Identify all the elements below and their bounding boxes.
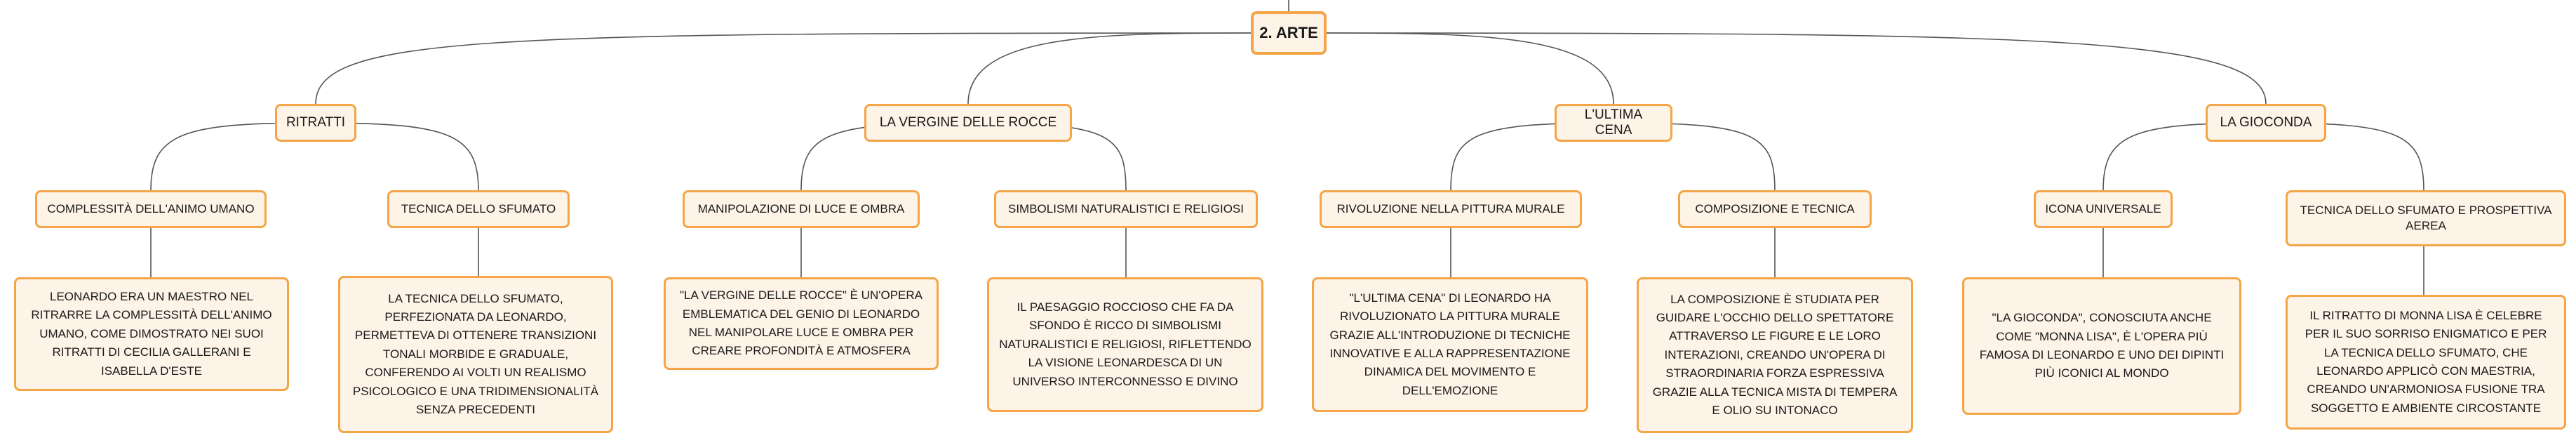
topic-vergine-delle-rocce[interactable]: LA VERGINE DELLE ROCCE bbox=[864, 104, 1072, 142]
topic-gioconda[interactable]: LA GIOCONDA bbox=[2206, 104, 2326, 142]
subtopic-pittura-murale[interactable]: RIVOLUZIONE NELLA PITTURA MURALE bbox=[1320, 190, 1582, 228]
detail-tecnica-sfumato[interactable]: LA TECNICA DELLO SFUMATO, PERFEZIONATA DA LEONARDO, PERMETTEVA DI OTTENERE TRANSIZIONI TONALI MORBIDE E GRADUALE, CONFERENDO AI VOLTI UN REALISMO PSICOLOGICO E UNA TRIDIMENSIONALITÀ SENZA PRECEDENTI bbox=[338, 276, 613, 433]
subtopic-composizione-tecnica[interactable]: COMPOSIZIONE E TECNICA bbox=[1678, 190, 1872, 228]
subtopic-icona-universale[interactable]: ICONA UNIVERSALE bbox=[2034, 190, 2173, 228]
subtopic-luce-ombra[interactable]: MANIPOLAZIONE DI LUCE E OMBRA bbox=[683, 190, 920, 228]
topic-ultima-cena[interactable]: L'ULTIMA CENA bbox=[1555, 104, 1672, 142]
detail-sfumato-prospettiva[interactable]: IL RITRATTO DI MONNA LISA È CELEBRE PER IL SUO SORRISO ENIGMATICO E PER LA TECNICA DELLO SFUMATO, CHE LEONARDO APPLICÒ CON MAESTRIA, CREANDO UN'ARMONIOSA FUSIONE TRA SOGGETTO E AMBIENTE CIRCOSTANTE bbox=[2286, 295, 2566, 430]
detail-complessita-animo[interactable]: LEONARDO ERA UN MAESTRO NEL RITRARRE LA COMPLESSITÀ DELL'ANIMO UMANO, COME DIMOSTRATO NEI SUOI RITRATTI DI CECILIA GALLERANI E ISABELLA D'ESTE bbox=[14, 277, 289, 391]
subtopic-complessita-animo[interactable]: COMPLESSITÀ DELL'ANIMO UMANO bbox=[35, 190, 267, 228]
subtopic-sfumato-prospettiva[interactable]: TECNICA DELLO SFUMATO E PROSPETTIVA AEREA bbox=[2286, 190, 2566, 246]
detail-icona-universale[interactable]: "LA GIOCONDA", CONOSCIUTA ANCHE COME "MONNA LISA", È L'OPERA PIÙ FAMOSA DI LEONARDO E UNO DEI DIPINTI PIÙ ICONICI AL MONDO bbox=[1962, 277, 2241, 415]
detail-luce-ombra[interactable]: "LA VERGINE DELLE ROCCE" È UN'OPERA EMBLEMATICA DEL GENIO DI LEONARDO NEL MANIPOLARE LUCE E OMBRA PER CREARE PROFONDITÀ E ATMOSFERA bbox=[664, 277, 939, 370]
detail-simbolismi[interactable]: IL PAESAGGIO ROCCIOSO CHE FA DA SFONDO È RICCO DI SIMBOLISMI NATURALISTICI E RELIGIOSI, RIFLETTENDO LA VISIONE LEONARDESCA DI UN UNIVERSO INTERCONNESSO E DIVINO bbox=[987, 277, 1263, 412]
root-node[interactable]: 2. ARTE bbox=[1251, 11, 1327, 55]
subtopic-simbolismi[interactable]: SIMBOLISMI NATURALISTICI E RELIGIOSI bbox=[994, 190, 1258, 228]
topic-ritratti[interactable]: RITRATTI bbox=[275, 104, 356, 142]
detail-pittura-murale[interactable]: "L'ULTIMA CENA" DI LEONARDO HA RIVOLUZIONATO LA PITTURA MURALE GRAZIE ALL'INTRODUZIONE DI TECNICHE INNOVATIVE E ALLA RAPPRESENTAZIONE DINAMICA DEL MOVIMENTO E DELL'EMOZIONE bbox=[1312, 277, 1588, 412]
detail-composizione-tecnica[interactable]: LA COMPOSIZIONE È STUDIATA PER GUIDARE L'OCCHIO DELLO SPETTATORE ATTRAVERSO LE FIGURE E LE LORO INTERAZIONI, CREANDO UN'OPERA DI STRAORDINARIA FORZA ESPRESSIVA GRAZIE ALLA TECNICA MISTA DI TEMPERA E OLIO SU INTONACO bbox=[1637, 277, 1913, 433]
subtopic-tecnica-sfumato[interactable]: TECNICA DELLO SFUMATO bbox=[387, 190, 570, 228]
